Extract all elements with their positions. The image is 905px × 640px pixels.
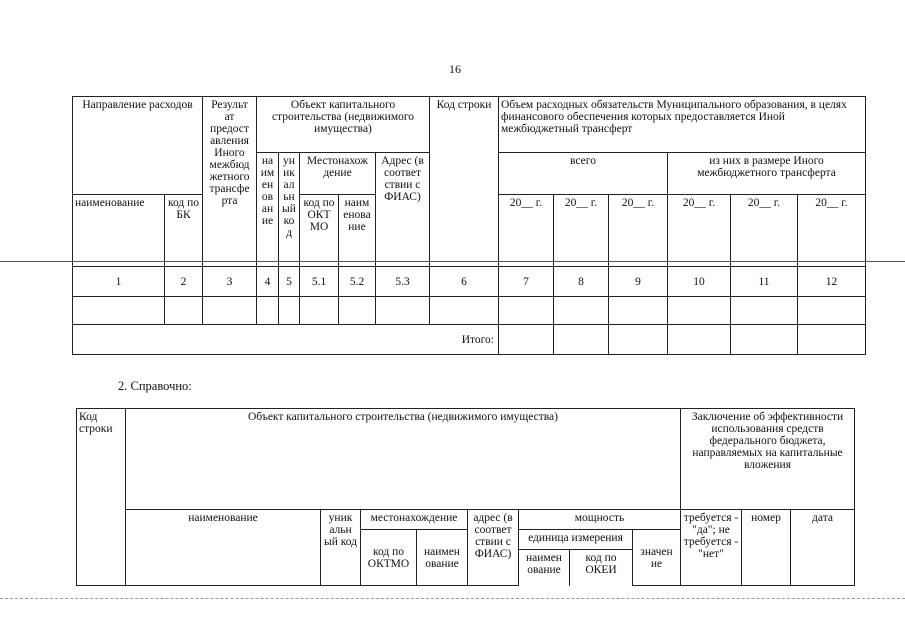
column-number: 1 xyxy=(73,267,165,297)
total-cell[interactable] xyxy=(554,325,609,355)
total-cell[interactable] xyxy=(499,325,554,355)
empty-data-row xyxy=(73,297,866,325)
data-cell[interactable] xyxy=(609,297,668,325)
header-object-name: на им ен ов ан ие xyxy=(257,153,279,267)
column-number: 9 xyxy=(609,267,668,297)
header-year: 20__ г. xyxy=(798,195,866,267)
header-year: 20__ г. xyxy=(668,195,731,267)
column-number: 8 xyxy=(554,267,609,297)
column-number-row xyxy=(73,267,866,297)
total-cell[interactable] xyxy=(798,325,866,355)
total-row xyxy=(73,325,866,355)
expense-obligations-table xyxy=(72,96,866,355)
header-total-transfer: из них в размере Иного межбюджетного трансферта xyxy=(668,153,866,195)
header-year: 20__ г. xyxy=(499,195,554,267)
header-address: адрес (в соответ ствии с ФИАС) xyxy=(468,510,519,586)
total-label: Итого: xyxy=(73,325,499,355)
column-number: 2 xyxy=(165,267,203,297)
reference-table xyxy=(76,408,855,586)
header-number: номер xyxy=(742,510,791,586)
header-object: Объект капитального строительства (недвижимого имущества) xyxy=(126,409,681,510)
data-cell[interactable] xyxy=(430,297,499,325)
data-cell[interactable] xyxy=(73,297,165,325)
header-location: Местонахож дение xyxy=(300,153,376,195)
column-number: 5.1 xyxy=(300,267,339,297)
header-total-all: всего xyxy=(499,153,668,195)
total-cell[interactable] xyxy=(609,325,668,355)
data-cell[interactable] xyxy=(279,297,300,325)
header-conclusion: Заключение об эффективности использования средств федерального бюджета, направляемых на капитальные вложения xyxy=(681,409,855,510)
header-direction: Направление расходов xyxy=(73,97,203,195)
scan-artifact-line xyxy=(0,261,905,262)
header-volume: Объем расходных обязательств Муниципального образования, в целях финансового обеспечения которых предоставляется Иной межбюджетный трансферт xyxy=(499,97,866,153)
data-cell[interactable] xyxy=(554,297,609,325)
column-number: 5 xyxy=(279,267,300,297)
data-cell[interactable] xyxy=(731,297,798,325)
data-cell[interactable] xyxy=(668,297,731,325)
data-cell[interactable] xyxy=(376,297,430,325)
data-cell[interactable] xyxy=(165,297,203,325)
column-number: 5.3 xyxy=(376,267,430,297)
header-oktmo: код по ОКТМО xyxy=(361,530,417,586)
header-okei: код по ОКЕИ xyxy=(570,550,633,586)
column-number: 6 xyxy=(430,267,499,297)
column-number: 5.2 xyxy=(339,267,376,297)
header-location-name: наим енова ние xyxy=(339,195,376,267)
header-date: дата xyxy=(791,510,855,586)
page-number: 16 xyxy=(449,62,461,76)
column-number: 7 xyxy=(499,267,554,297)
header-capacity: мощность xyxy=(519,510,681,530)
header-unit: единица измерения xyxy=(519,530,633,550)
column-number: 12 xyxy=(798,267,866,297)
header-object-unique-code: ун ик ал ьн ый ко д xyxy=(279,153,300,267)
header-value: значен ие xyxy=(633,530,681,586)
header-year: 20__ г. xyxy=(554,195,609,267)
header-required: требуется - "да"; не требуется - "нет" xyxy=(681,510,742,586)
data-cell[interactable] xyxy=(257,297,279,325)
header-unique-code: уник альн ый код xyxy=(321,510,361,586)
data-cell[interactable] xyxy=(499,297,554,325)
header-oktmo: код по ОКТ МО xyxy=(300,195,339,267)
data-cell[interactable] xyxy=(300,297,339,325)
column-number: 4 xyxy=(257,267,279,297)
data-cell[interactable] xyxy=(203,297,257,325)
data-cell[interactable] xyxy=(339,297,376,325)
column-number: 3 xyxy=(203,267,257,297)
header-name: наименование xyxy=(73,195,165,267)
header-bk-code: код по БК xyxy=(165,195,203,267)
header-line-code: Код строки xyxy=(430,97,499,267)
header-address: Адрес (в соответ ствии с ФИАС) xyxy=(376,153,430,267)
header-location: местонахождение xyxy=(361,510,468,530)
header-object: Объект капитального строительства (недвижимого имущества) xyxy=(257,97,430,153)
header-result: Результ ат предост авления Иного межбюд жетного трансфе рта xyxy=(203,97,257,267)
header-year: 20__ г. xyxy=(731,195,798,267)
data-cell[interactable] xyxy=(798,297,866,325)
column-number: 10 xyxy=(668,267,731,297)
header-year: 20__ г. xyxy=(609,195,668,267)
total-cell[interactable] xyxy=(668,325,731,355)
column-number: 11 xyxy=(731,267,798,297)
header-location-name: наимен ование xyxy=(417,530,468,586)
scan-artifact-line xyxy=(0,598,905,599)
total-cell[interactable] xyxy=(731,325,798,355)
section-caption: 2. Справочно: xyxy=(118,379,192,393)
header-name: наименование xyxy=(126,510,321,586)
header-line-code: Код строки xyxy=(77,409,126,586)
header-unit-name: наимен ование xyxy=(519,550,570,586)
